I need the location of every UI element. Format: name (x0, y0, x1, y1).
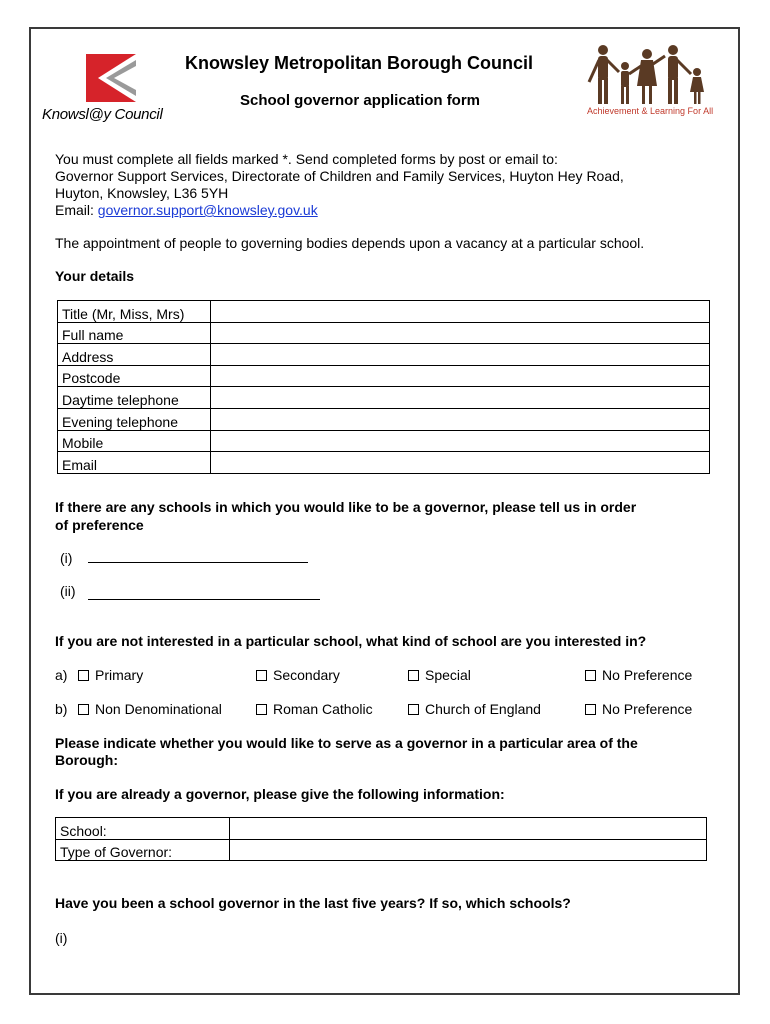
checkbox-icon (585, 670, 596, 681)
preference-1-input[interactable] (88, 562, 308, 563)
preference-item-label: (ii) (60, 583, 76, 599)
checkbox-icon (78, 704, 89, 715)
option-label: Non Denominational (95, 701, 222, 717)
existing-governor-heading: If you are already a governor, please give the following information: (55, 786, 505, 802)
option-label: Primary (95, 667, 144, 683)
family-logo (585, 42, 715, 122)
evening-telephone-input[interactable] (211, 408, 710, 430)
table-row (58, 365, 710, 387)
family-silhouette-icon (585, 42, 715, 108)
intro-email-line (55, 202, 318, 218)
intro-line-1: You must complete all fields marked *. Send completed forms by post or email to: (55, 151, 558, 167)
table-row (58, 301, 710, 323)
table-row (58, 344, 710, 366)
full-name-input[interactable] (211, 322, 710, 344)
option-label: Special (425, 667, 471, 683)
table-row (58, 322, 710, 344)
option-label: Roman Catholic (273, 701, 373, 717)
your-details-heading: Your details (55, 268, 135, 284)
past-item-label: (i) (55, 930, 68, 946)
area-heading-2: Borough: (55, 752, 118, 768)
option-label: Secondary (273, 667, 340, 683)
existing-governor-table (55, 817, 707, 861)
table-row (58, 430, 710, 452)
table-row (56, 839, 707, 861)
secondary-checkbox[interactable] (256, 667, 340, 683)
no-preference-a-checkbox[interactable] (585, 667, 692, 683)
title-input[interactable] (211, 301, 710, 323)
table-row (58, 387, 710, 409)
checkbox-icon (256, 704, 267, 715)
address-input[interactable] (211, 344, 710, 366)
page-title: Knowsley Metropolitan Borough Council (185, 53, 533, 73)
email-input[interactable] (211, 452, 710, 474)
knowsley-logo (40, 50, 190, 130)
school-input[interactable] (230, 818, 707, 840)
email-link[interactable]: governor.support@knowsley.gov.uk (97, 202, 318, 218)
checkbox-icon (408, 704, 419, 715)
form-subtitle: School governor application form (240, 92, 481, 109)
table-row (58, 408, 710, 430)
option-label: Church of England (425, 701, 541, 717)
your-details-table (57, 300, 710, 474)
logo-caption: Knowsl@y Council (42, 106, 163, 123)
primary-checkbox[interactable] (78, 667, 143, 683)
row-b-label: b) (55, 701, 68, 717)
preference-heading-2: of preference (55, 517, 144, 533)
type-of-governor-input[interactable] (230, 839, 707, 861)
postcode-input[interactable] (211, 365, 710, 387)
school-type-heading: If you are not interested in a particular school, what kind of school are you interested in? (55, 633, 647, 649)
past-governor-heading: Have you been a school governor in the last five years? If so, which schools? (55, 895, 571, 911)
area-heading-1: Please indicate whether you would like to serve as a governor in a particular area of the (55, 735, 638, 751)
knowsley-logo-mark-icon (40, 50, 190, 106)
field-label: Full name (58, 322, 211, 344)
checkbox-icon (256, 670, 267, 681)
non-denominational-checkbox[interactable] (78, 701, 222, 717)
field-label: Evening telephone (58, 408, 211, 430)
field-label: Address (58, 344, 211, 366)
table-row (56, 818, 707, 840)
field-label: Mobile (58, 430, 211, 452)
preference-2-input[interactable] (88, 599, 320, 600)
logo-tagline: Achievement & Learning For All (587, 106, 714, 116)
field-label: Postcode (58, 365, 211, 387)
checkbox-icon (78, 670, 89, 681)
field-label: Email (58, 452, 211, 474)
mobile-input[interactable] (211, 430, 710, 452)
field-label: Title (Mr, Miss, Mrs) (58, 301, 211, 323)
intro-line-3: Huyton, Knowsley, L36 5YH (55, 185, 229, 201)
option-label: No Preference (602, 667, 693, 683)
appointment-note: The appointment of people to governing bodies depends upon a vacancy at a particular school. (55, 235, 645, 251)
preference-heading-1: If there are any schools in which you would like to be a governor, please tell us in order (55, 499, 637, 515)
preference-item-label: (i) (60, 550, 73, 566)
email-label: Email: (55, 202, 98, 218)
row-a-label: a) (55, 667, 68, 683)
field-label: School: (56, 818, 230, 840)
option-label: No Preference (602, 701, 693, 717)
table-row (58, 452, 710, 474)
checkbox-icon (408, 670, 419, 681)
checkbox-icon (585, 704, 596, 715)
intro-line-2: Governor Support Services, Directorate of Children and Family Services, Huyton Hey Road, (55, 168, 624, 184)
roman-catholic-checkbox[interactable] (256, 701, 373, 717)
no-preference-b-checkbox[interactable] (585, 701, 692, 717)
field-label: Type of Governor: (56, 839, 230, 861)
daytime-telephone-input[interactable] (211, 387, 710, 409)
field-label: Daytime telephone (58, 387, 211, 409)
special-checkbox[interactable] (408, 667, 471, 683)
church-of-england-checkbox[interactable] (408, 701, 541, 717)
